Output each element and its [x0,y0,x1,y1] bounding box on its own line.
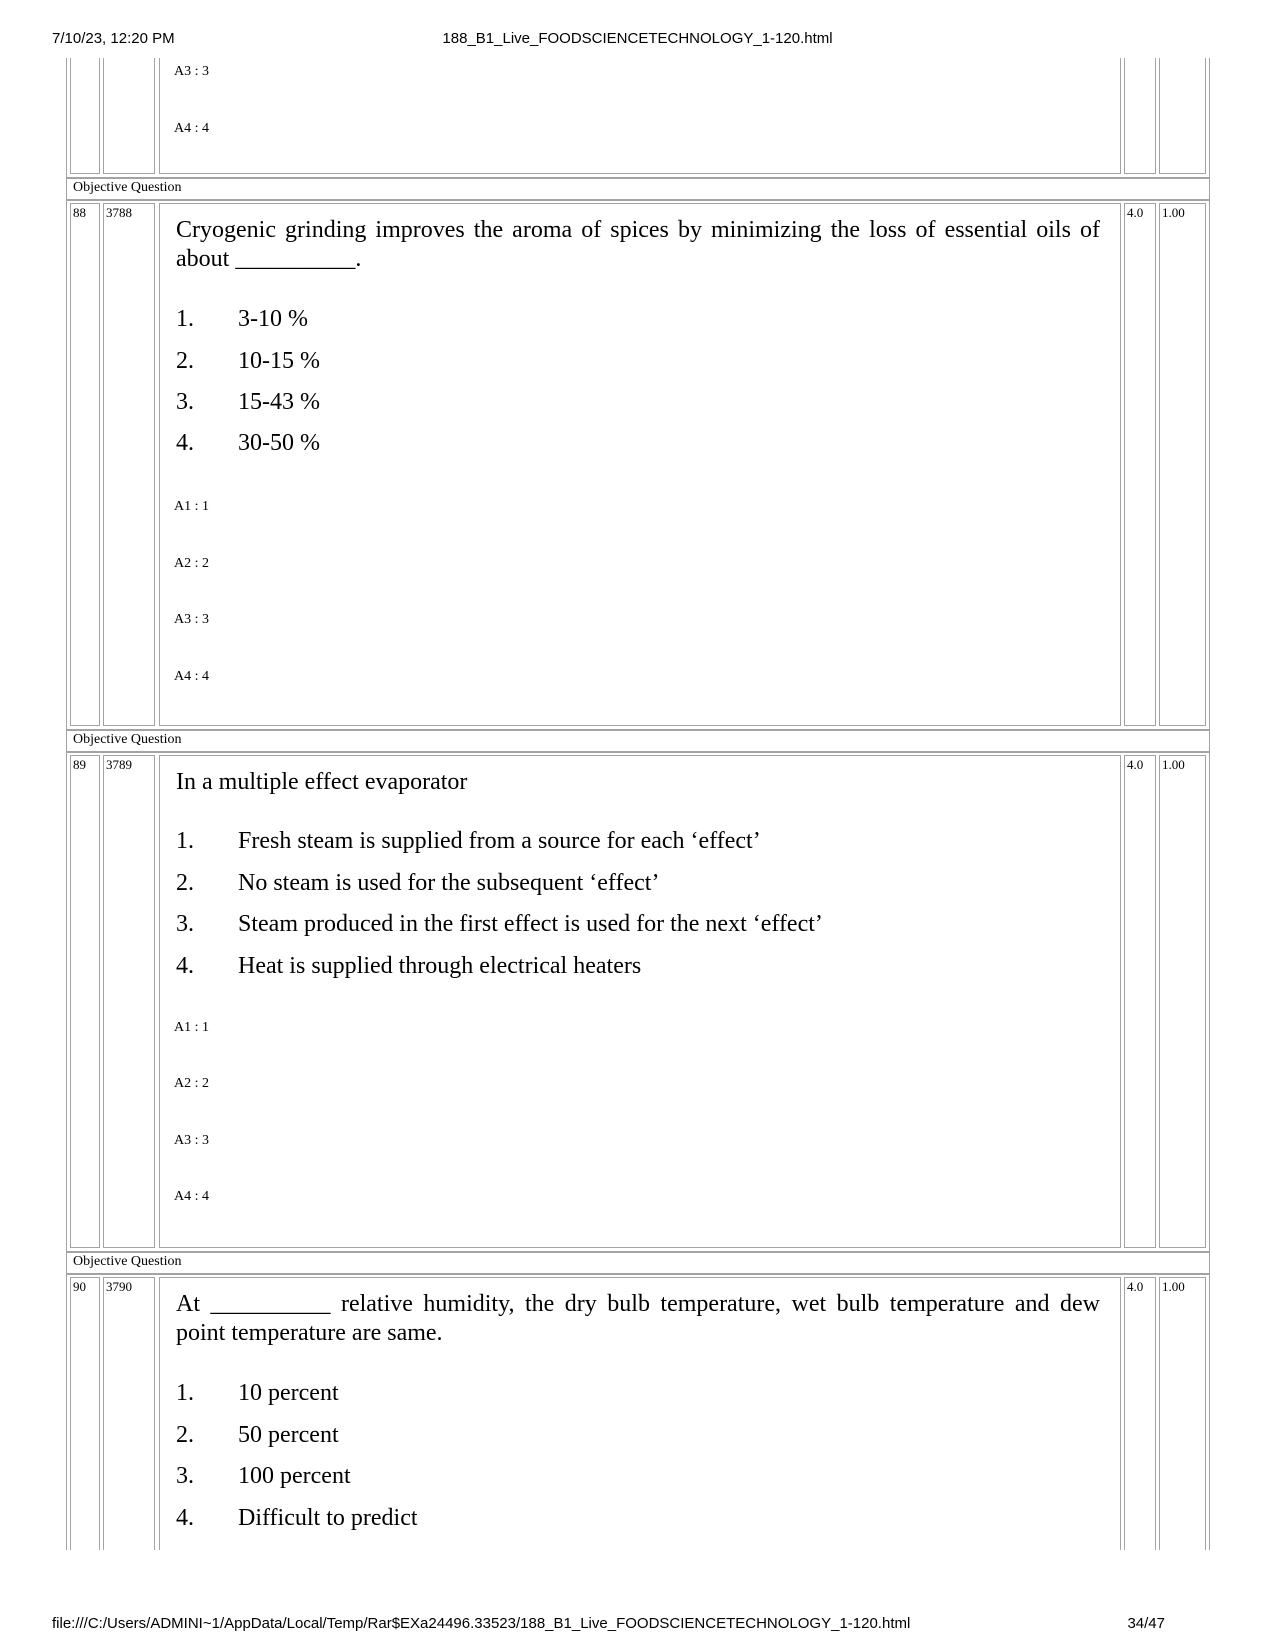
option-number: 4. [176,1505,194,1531]
question-type-row [66,730,1210,752]
option-number: 2. [176,870,194,896]
question-type-label: Objective Question [73,1254,182,1269]
option-number: 3. [176,911,194,937]
answer-option: A1 : 1 [174,1020,209,1035]
sno-cell [70,58,100,174]
option-text: 30-50 % [238,430,320,456]
question-cell [159,203,1121,726]
option-number: 3. [176,389,194,415]
option-number: 1. [176,306,194,332]
question-number: 90 [73,1279,86,1294]
question-type-row [66,1252,1210,1274]
sno-cell [70,1277,100,1550]
answer-option: A1 : 1 [174,499,209,514]
question-type-label: Objective Question [73,180,182,195]
answer-option: A4 : 4 [174,1189,209,1204]
option-text: 3-10 % [238,306,308,332]
question-marks: 4.0 [1127,1279,1144,1294]
option-number: 3. [176,1463,194,1489]
option-text: 10-15 % [238,348,320,374]
question-id: 3788 [106,205,132,220]
marks-cell [1124,1277,1156,1550]
option-item [176,868,659,898]
answer-option: A2 : 2 [174,556,209,571]
negative-cell [1159,58,1206,174]
option-number: 4. [176,953,194,979]
option-item [176,1461,351,1491]
option-number: 1. [176,828,194,854]
answer-option: A4 : 4 [174,121,209,136]
question-id: 3790 [106,1279,132,1294]
qid-cell [103,58,155,174]
question-text: In a multiple effect evaporator [176,769,468,795]
negative-cell [1159,203,1206,726]
option-item [176,346,320,376]
option-item [176,1420,339,1450]
marks-cell [1124,755,1156,1248]
question-type-label: Objective Question [73,732,182,747]
option-number: 2. [176,348,194,374]
question-type-row [66,178,1210,200]
option-text: Difficult to predict [238,1505,418,1531]
question-marks: 4.0 [1127,205,1144,220]
option-item [176,304,308,334]
print-title: 188_B1_Live_FOODSCIENCETECHNOLOGY_1-120.html [442,30,833,47]
option-text: 10 percent [238,1380,339,1406]
answer-option: A4 : 4 [174,669,209,684]
question-number: 89 [73,757,86,772]
answer-option: A3 : 3 [174,612,209,627]
print-datetime: 7/10/23, 12:20 PM [52,30,175,47]
option-text: 15-43 % [238,389,320,415]
option-item [176,951,641,981]
question-id: 3789 [106,757,132,772]
option-item [176,428,320,458]
qid-cell [103,203,155,726]
question-negative-marks: 1.00 [1162,757,1185,772]
answer-option: A3 : 3 [174,1133,209,1148]
print-url: file:///C:/Users/ADMINI~1/AppData/Local/Temp/Rar$EXa24496.33523/188_B1_Live_FOODSCIENCETECHNOLOGY_1-120.html [52,1615,911,1632]
option-item [176,826,761,856]
question-negative-marks: 1.00 [1162,1279,1185,1294]
marks-cell [1124,203,1156,726]
print-page-number: 34/47 [1127,1615,1165,1632]
option-item [176,387,320,417]
answer-option: A3 : 3 [174,64,209,79]
question-text: At __________ relative humidity, the dry bulb temperature, wet bulb temperature and dew point temperature are same. [176,1291,1100,1346]
option-number: 2. [176,1422,194,1448]
question-cell [159,58,1121,174]
qid-cell [103,755,155,1248]
option-text: Heat is supplied through electrical heaters [238,953,642,979]
negative-cell [1159,755,1206,1248]
option-number: 1. [176,1380,194,1406]
sno-cell [70,755,100,1248]
option-text: No steam is used for the subsequent ‘effect’ [238,870,660,896]
negative-cell [1159,1277,1206,1550]
marks-cell [1124,58,1156,174]
question-marks: 4.0 [1127,757,1144,772]
option-item [176,1378,339,1408]
question-text: Cryogenic grinding improves the aroma of spices by minimizing the loss of essential oils of about __________. [176,217,1100,272]
question-negative-marks: 1.00 [1162,205,1185,220]
question-number: 88 [73,205,86,220]
sno-cell [70,203,100,726]
option-text: 50 percent [238,1422,339,1448]
qid-cell [103,1277,155,1550]
option-number: 4. [176,430,194,456]
option-text: Steam produced in the first effect is used for the next ‘effect’ [238,911,823,937]
answer-option: A2 : 2 [174,1076,209,1091]
option-item [176,1503,418,1533]
option-text: Fresh steam is supplied from a source for each ‘effect’ [238,828,761,854]
option-item [176,909,823,939]
option-text: 100 percent [238,1463,351,1489]
